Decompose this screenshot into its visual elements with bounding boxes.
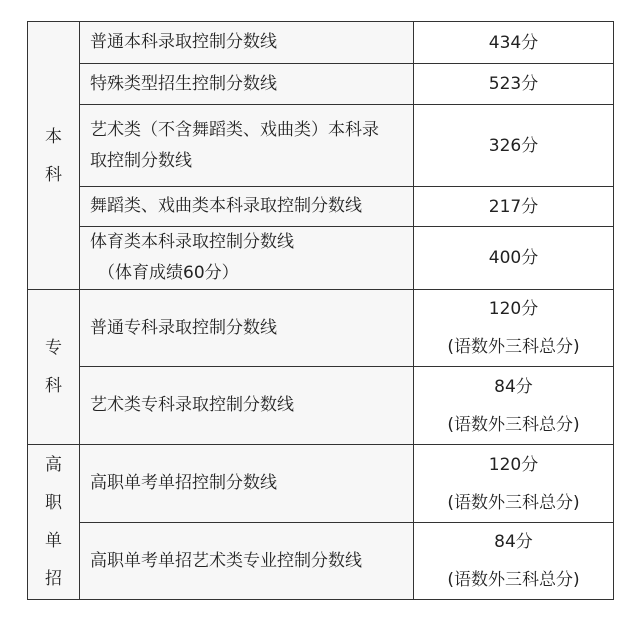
score-value: 434分	[414, 22, 614, 64]
score-line-name	[80, 105, 414, 187]
score-value	[414, 523, 614, 600]
category-char: 职	[45, 493, 62, 513]
category-char: 科	[45, 376, 62, 396]
score-number: 84分	[494, 532, 533, 552]
table-row	[28, 290, 614, 367]
table-row	[28, 367, 614, 445]
score-number: 120分	[488, 454, 539, 475]
score-value: 217分	[414, 187, 614, 227]
score-value: 326分	[414, 105, 614, 187]
table-row	[28, 22, 614, 64]
score-line-name: 特殊类型招生控制分数线	[80, 64, 414, 105]
score-note: (语数外三科总分)	[447, 337, 580, 357]
score-line-name: 普通专科录取控制分数线	[80, 290, 414, 367]
score-value	[414, 367, 614, 445]
category-cell-benke	[28, 22, 80, 290]
score-value	[414, 290, 614, 367]
score-note: (语数外三科总分)	[447, 414, 580, 435]
category-char: 高	[45, 455, 62, 475]
admission-score-table	[27, 21, 614, 600]
table-row	[28, 523, 614, 600]
score-value: 523分	[414, 64, 614, 105]
table-row	[28, 227, 614, 290]
score-line-name: 艺术类专科录取控制分数线	[80, 367, 414, 445]
table-row	[28, 445, 614, 523]
score-number: 120分	[488, 299, 539, 319]
score-note: (语数外三科总分)	[447, 492, 580, 513]
table-row	[28, 187, 614, 227]
category-char: 单	[45, 531, 62, 551]
score-line-name: 普通本科录取控制分数线	[80, 22, 414, 64]
category-char: 招	[45, 569, 62, 589]
score-line-name-part: 艺术类（不含舞蹈类、戏曲类）本科录	[90, 119, 379, 140]
score-line-name: 高职单考单招控制分数线	[80, 445, 414, 523]
score-note: (语数外三科总分)	[447, 570, 580, 590]
table-row	[28, 105, 614, 187]
score-line-name-part: 体育类本科录取控制分数线	[90, 232, 294, 252]
category-cell-zhuanke	[28, 290, 80, 445]
score-number: 84分	[494, 376, 533, 397]
score-line-name-part: 取控制分数线	[90, 150, 192, 171]
score-line-name: 舞蹈类、戏曲类本科录取控制分数线	[80, 187, 414, 227]
category-cell-gaozhi	[28, 445, 80, 600]
score-line-name: 高职单考单招艺术类专业控制分数线	[80, 523, 414, 600]
category-char: 本	[45, 126, 62, 147]
score-value	[414, 445, 614, 523]
score-line-name	[80, 227, 414, 290]
category-char: 专	[45, 338, 62, 358]
score-value: 400分	[414, 227, 614, 290]
score-line-name-note: （体育成绩60分）	[98, 263, 239, 283]
category-char: 科	[45, 164, 62, 185]
table-row	[28, 64, 614, 105]
